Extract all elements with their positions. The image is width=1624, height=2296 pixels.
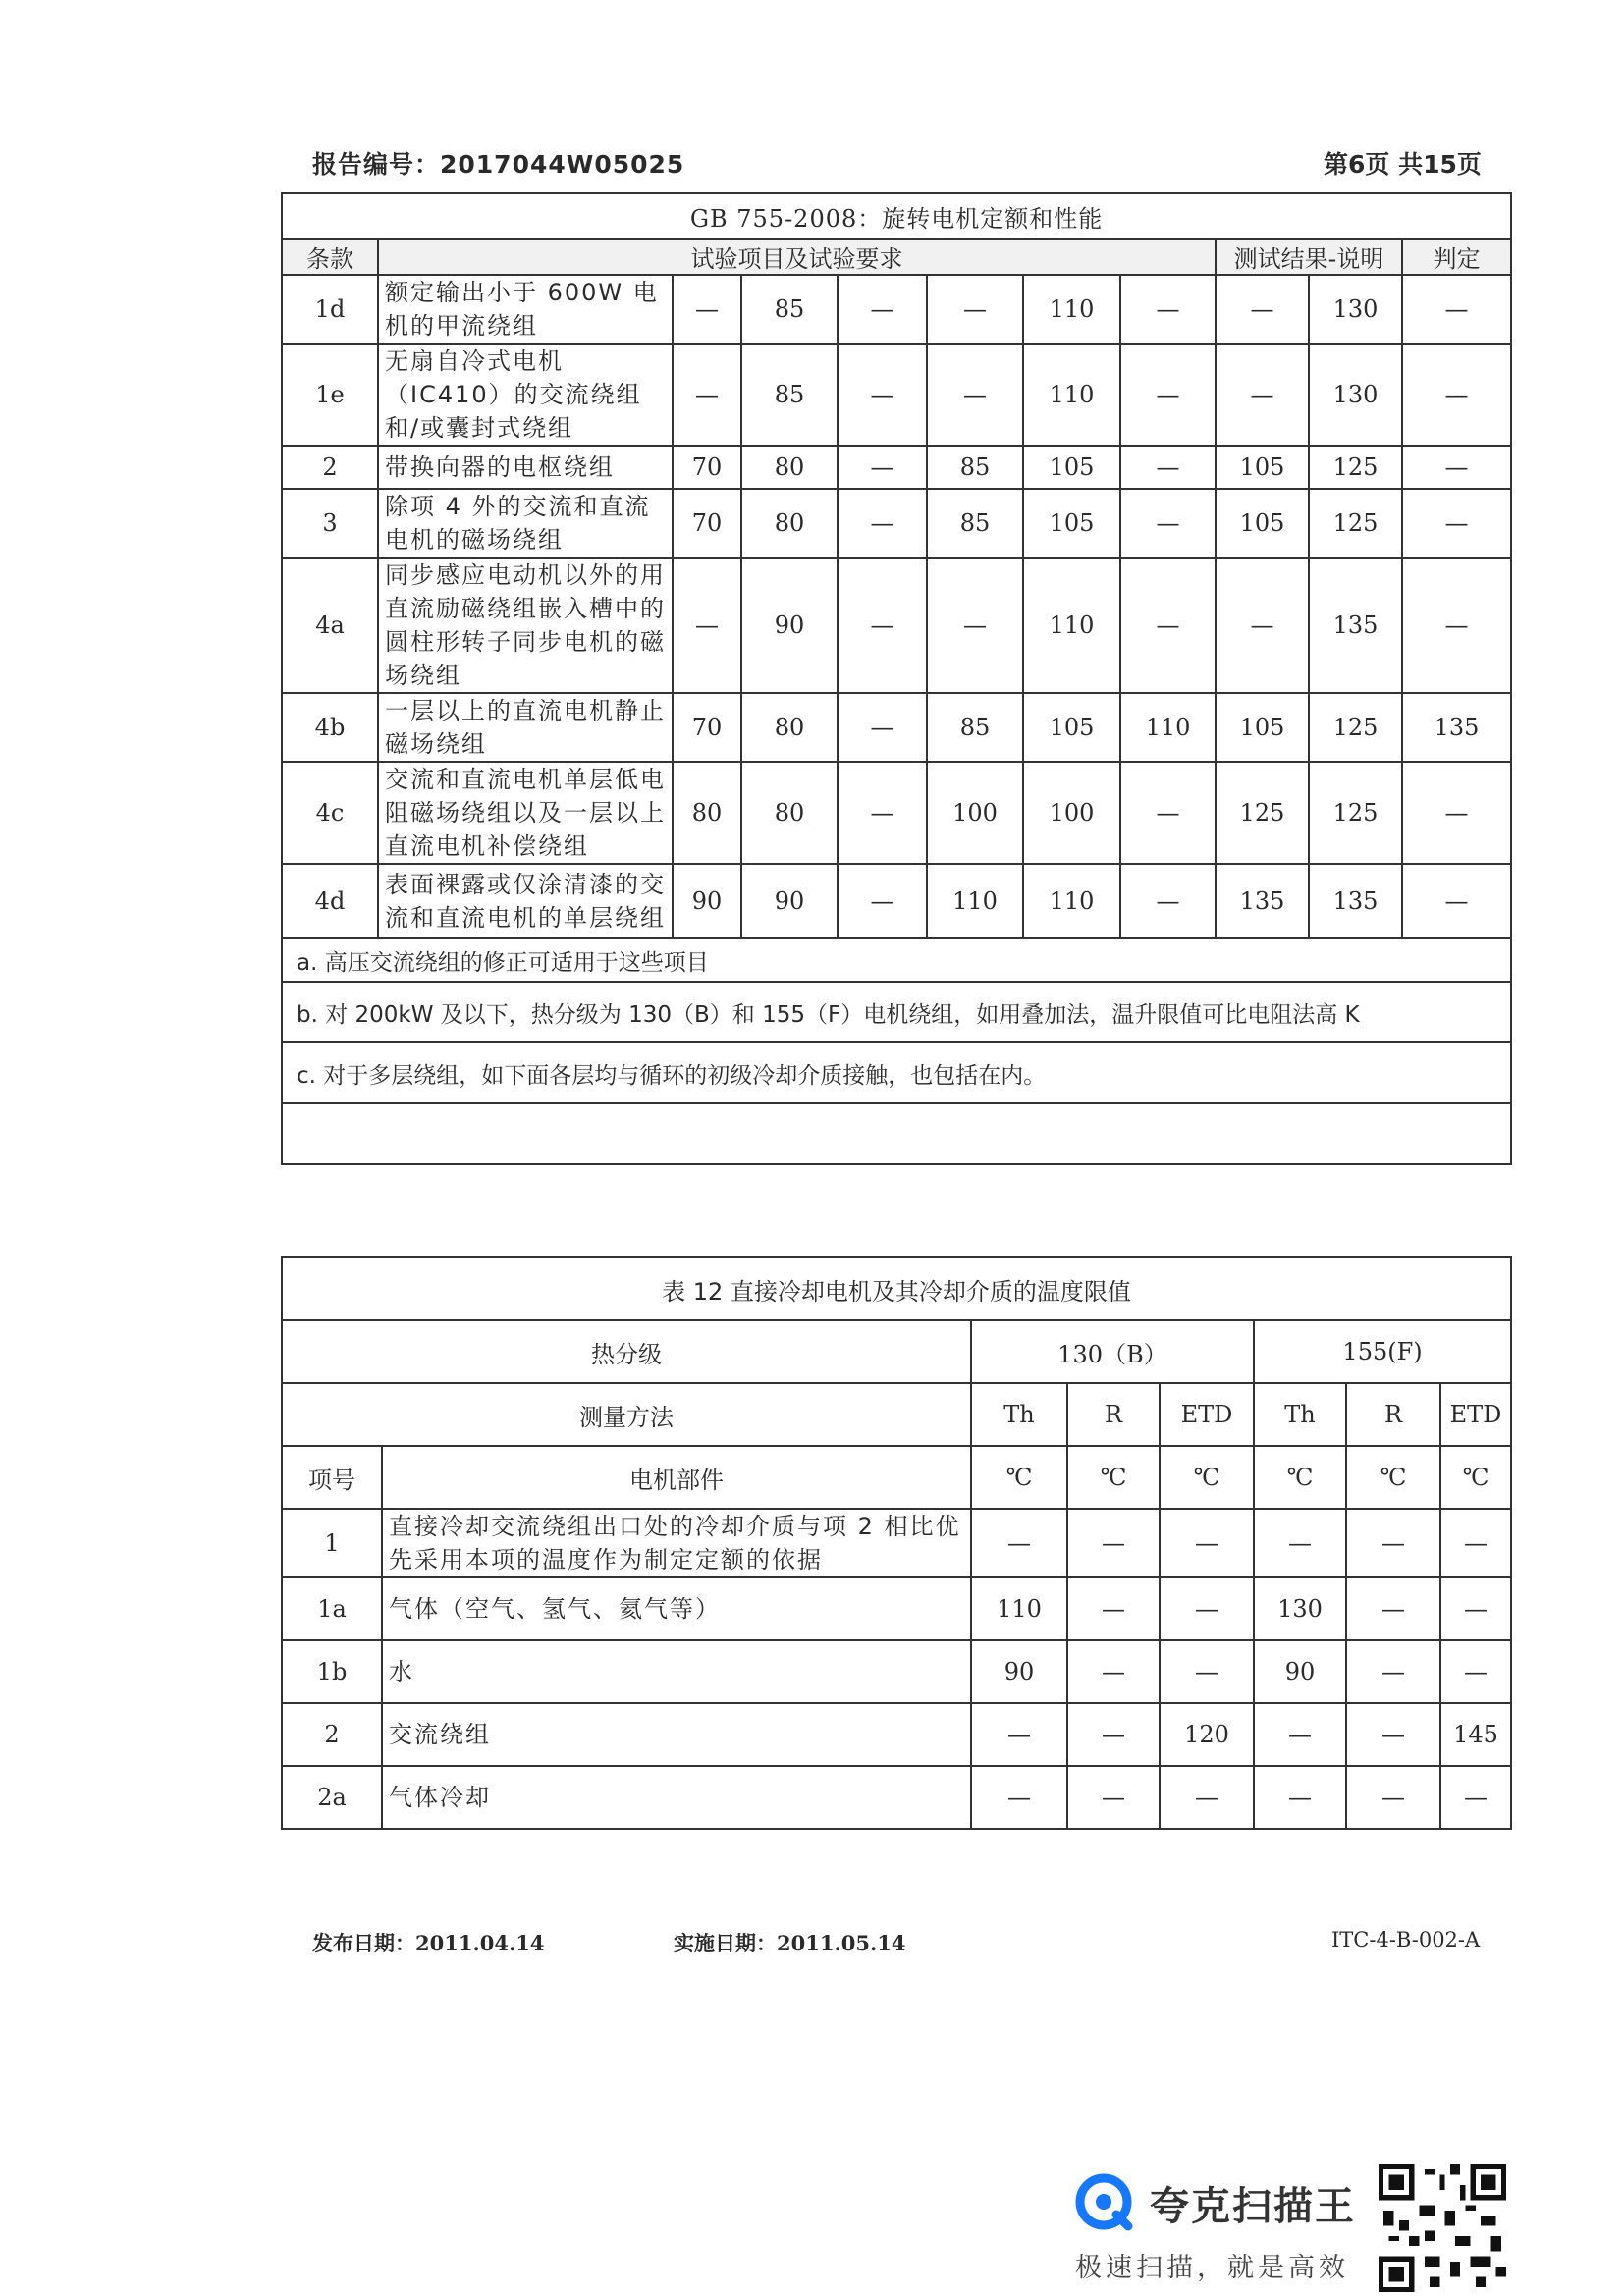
- col-judge: 判定: [1402, 239, 1511, 275]
- method-cell: R: [1346, 1383, 1440, 1446]
- value-cell: 130: [1254, 1577, 1346, 1640]
- item-description: 带换向器的电枢绕组: [378, 446, 673, 489]
- value-cell: —: [1067, 1703, 1160, 1766]
- part-label: 电机部件: [382, 1446, 971, 1509]
- value-cell: —: [673, 558, 741, 693]
- value-cell: 125: [1309, 446, 1402, 489]
- value-cell: —: [838, 762, 927, 864]
- value-cell: —: [1402, 558, 1511, 693]
- value-cell: 130: [1309, 275, 1402, 344]
- value-cell: —: [971, 1509, 1067, 1577]
- value-cell: 145: [1440, 1703, 1511, 1766]
- col-result: 测试结果-说明: [1216, 239, 1402, 275]
- value-cell: 110: [1023, 344, 1120, 446]
- item-description: 一层以上的直流电机静止磁场绕组: [378, 693, 673, 762]
- value-cell: —: [1120, 864, 1216, 938]
- value-cell: 70: [673, 693, 741, 762]
- value-cell: —: [1346, 1509, 1440, 1577]
- value-cell: 90: [741, 864, 838, 938]
- value-cell: —: [673, 344, 741, 446]
- value-cell: 85: [927, 446, 1023, 489]
- value-cell: —: [1402, 489, 1511, 558]
- item-description: 额定输出小于 600W 电机的甲流绕组: [378, 275, 673, 344]
- part-description: 交流绕组: [382, 1703, 971, 1766]
- value-cell: 80: [741, 762, 838, 864]
- value-cell: 135: [1309, 864, 1402, 938]
- part-description: 直接冷却交流绕组出口处的冷却介质与项 2 相比优先采用本项的温度作为制定定额的依据: [382, 1509, 971, 1577]
- clause-id: 4c: [282, 762, 378, 864]
- item-id: 1b: [282, 1640, 382, 1703]
- value-cell: —: [1216, 275, 1309, 344]
- item-description: 交流和直流电机单层低电阻磁场绕组以及一层以上直流电机补偿绕组: [378, 762, 673, 864]
- issue-date: 发布日期：2011.04.14: [312, 1931, 545, 1955]
- method-label: 测量方法: [282, 1383, 971, 1446]
- value-cell: —: [1254, 1703, 1346, 1766]
- value-cell: —: [1440, 1509, 1511, 1577]
- method-cell: Th: [971, 1383, 1067, 1446]
- value-cell: —: [1440, 1640, 1511, 1703]
- col-clause: 条款: [282, 239, 378, 275]
- value-cell: 80: [741, 693, 838, 762]
- table-row: [282, 558, 1511, 693]
- value-cell: —: [1346, 1577, 1440, 1640]
- value-cell: —: [838, 344, 927, 446]
- value-cell: 80: [741, 446, 838, 489]
- value-cell: —: [1346, 1703, 1440, 1766]
- value-cell: —: [1440, 1766, 1511, 1829]
- value-cell: —: [1067, 1509, 1160, 1577]
- value-cell: 90: [741, 558, 838, 693]
- value-cell: —: [1160, 1640, 1254, 1703]
- value-cell: —: [673, 275, 741, 344]
- item-description: 无扇自冷式电机（IC410）的交流绕组和/或囊封式绕组: [378, 344, 673, 446]
- value-cell: —: [1402, 275, 1511, 344]
- part-description: 气体冷却: [382, 1766, 971, 1829]
- quark-scan-logo-icon: [1073, 2171, 1134, 2232]
- unit-cell: ℃: [1067, 1446, 1160, 1509]
- clause-id: 3: [282, 489, 378, 558]
- class-130b: 130（B）: [971, 1320, 1254, 1383]
- value-cell: 110: [1120, 693, 1216, 762]
- value-cell: —: [1120, 275, 1216, 344]
- clause-id: 4d: [282, 864, 378, 938]
- value-cell: —: [927, 275, 1023, 344]
- value-cell: 105: [1023, 489, 1120, 558]
- value-cell: 90: [673, 864, 741, 938]
- value-cell: 80: [673, 762, 741, 864]
- value-cell: 135: [1309, 558, 1402, 693]
- value-cell: 110: [1023, 864, 1120, 938]
- value-cell: 125: [1309, 762, 1402, 864]
- table-row: [282, 1703, 1511, 1766]
- value-cell: 85: [741, 344, 838, 446]
- value-cell: 110: [1023, 558, 1120, 693]
- value-cell: —: [1402, 762, 1511, 864]
- value-cell: —: [1402, 344, 1511, 446]
- value-cell: 100: [1023, 762, 1120, 864]
- value-cell: 130: [1309, 344, 1402, 446]
- cooling-limits-table: [281, 1256, 1512, 1830]
- value-cell: —: [1254, 1509, 1346, 1577]
- method-cell: Th: [1254, 1383, 1346, 1446]
- item-id: 2a: [282, 1766, 382, 1829]
- table-row: [282, 275, 1511, 344]
- value-cell: —: [1067, 1640, 1160, 1703]
- table-row: [282, 1509, 1511, 1577]
- value-cell: 125: [1309, 693, 1402, 762]
- part-description: 水: [382, 1640, 971, 1703]
- value-cell: —: [971, 1703, 1067, 1766]
- value-cell: —: [1254, 1766, 1346, 1829]
- item-id: 2: [282, 1703, 382, 1766]
- report-number: 报告编号：2017044W05025: [312, 150, 685, 179]
- value-cell: 70: [673, 446, 741, 489]
- value-cell: 70: [673, 489, 741, 558]
- method-cell: ETD: [1160, 1383, 1254, 1446]
- note-a: a. 高压交流绕组的修正可适用于这些项目: [282, 938, 1511, 982]
- value-cell: —: [1120, 344, 1216, 446]
- value-cell: —: [1067, 1766, 1160, 1829]
- value-cell: 125: [1309, 489, 1402, 558]
- item-id: 1: [282, 1509, 382, 1577]
- value-cell: 100: [927, 762, 1023, 864]
- item-description: 同步感应电动机以外的用直流励磁绕组嵌入槽中的圆柱形转子同步电机的磁场绕组: [378, 558, 673, 693]
- rating-table: [281, 192, 1512, 1165]
- item-label: 项号: [282, 1446, 382, 1509]
- unit-cell: ℃: [1346, 1446, 1440, 1509]
- brand-name: 夸克扫描王: [1150, 2184, 1356, 2229]
- table-row: [282, 1766, 1511, 1829]
- value-cell: —: [1402, 864, 1511, 938]
- value-cell: —: [838, 446, 927, 489]
- value-cell: —: [1067, 1577, 1160, 1640]
- value-cell: 110: [1023, 275, 1120, 344]
- value-cell: —: [1346, 1766, 1440, 1829]
- class-155f: 155(F): [1254, 1320, 1511, 1383]
- value-cell: —: [1120, 762, 1216, 864]
- unit-cell: ℃: [1254, 1446, 1346, 1509]
- value-cell: 135: [1216, 864, 1309, 938]
- method-cell: ETD: [1440, 1383, 1511, 1446]
- value-cell: 105: [1216, 693, 1309, 762]
- value-cell: 120: [1160, 1703, 1254, 1766]
- item-id: 1a: [282, 1577, 382, 1640]
- value-cell: 90: [971, 1640, 1067, 1703]
- value-cell: —: [838, 693, 927, 762]
- table-row: [282, 762, 1511, 864]
- part-description: 气体（空气、氢气、氦气等）: [382, 1577, 971, 1640]
- value-cell: —: [927, 558, 1023, 693]
- value-cell: 110: [927, 864, 1023, 938]
- table-row: [282, 446, 1511, 489]
- page-indicator: 第6页 共15页: [1324, 150, 1482, 179]
- table-caption: 表 12 直接冷却电机及其冷却介质的温度限值: [282, 1257, 1511, 1320]
- thermal-class-label: 热分级: [282, 1320, 971, 1383]
- clause-id: 2: [282, 446, 378, 489]
- value-cell: —: [1160, 1766, 1254, 1829]
- value-cell: 125: [1216, 762, 1309, 864]
- effective-date: 实施日期：2011.05.14: [674, 1931, 906, 1955]
- unit-cell: ℃: [971, 1446, 1067, 1509]
- value-cell: 80: [741, 489, 838, 558]
- blank-row: [282, 1103, 1511, 1164]
- value-cell: —: [1120, 489, 1216, 558]
- value-cell: —: [838, 558, 927, 693]
- table-row: [282, 489, 1511, 558]
- standard-title: GB 755-2008：旋转电机定额和性能: [282, 193, 1511, 239]
- item-description: 表面裸露或仅涂清漆的交流和直流电机的单层绕组: [378, 864, 673, 938]
- value-cell: —: [838, 489, 927, 558]
- value-cell: 85: [927, 693, 1023, 762]
- value-cell: —: [838, 275, 927, 344]
- unit-cell: ℃: [1440, 1446, 1511, 1509]
- value-cell: —: [1440, 1577, 1511, 1640]
- table-row: [282, 1640, 1511, 1703]
- value-cell: —: [1346, 1640, 1440, 1703]
- value-cell: 85: [927, 489, 1023, 558]
- value-cell: —: [1160, 1509, 1254, 1577]
- table-row: [282, 1577, 1511, 1640]
- clause-id: 1d: [282, 275, 378, 344]
- note-b: b. 对 200kW 及以下，热分级为 130（B）和 155（F）电机绕组，如用叠加法，温升限值可比电阻法高 K: [282, 982, 1511, 1042]
- value-cell: —: [1160, 1577, 1254, 1640]
- value-cell: —: [971, 1766, 1067, 1829]
- value-cell: —: [1120, 446, 1216, 489]
- qr-code-icon: [1379, 2164, 1506, 2292]
- clause-id: 4a: [282, 558, 378, 693]
- value-cell: —: [1402, 446, 1511, 489]
- brand-slogan: 极速扫描，就是高效: [1075, 2253, 1349, 2283]
- value-cell: 105: [1216, 489, 1309, 558]
- value-cell: 85: [741, 275, 838, 344]
- value-cell: 105: [1216, 446, 1309, 489]
- note-c: c. 对于多层绕组，如下面各层均与循环的初级冷却介质接触，也包括在内。: [282, 1042, 1511, 1103]
- value-cell: —: [838, 864, 927, 938]
- value-cell: —: [1216, 558, 1309, 693]
- form-code: ITC-4-B-002-A: [1331, 1928, 1481, 1951]
- clause-id: 1e: [282, 344, 378, 446]
- table-row: [282, 864, 1511, 938]
- value-cell: —: [1120, 558, 1216, 693]
- value-cell: —: [1216, 344, 1309, 446]
- item-description: 除项 4 外的交流和直流电机的磁场绕组: [378, 489, 673, 558]
- col-test-item: 试验项目及试验要求: [378, 239, 1216, 275]
- value-cell: 110: [971, 1577, 1067, 1640]
- method-cell: R: [1067, 1383, 1160, 1446]
- value-cell: 105: [1023, 446, 1120, 489]
- table-row: [282, 693, 1511, 762]
- value-cell: 90: [1254, 1640, 1346, 1703]
- value-cell: 105: [1023, 693, 1120, 762]
- table-row: [282, 344, 1511, 446]
- unit-cell: ℃: [1160, 1446, 1254, 1509]
- clause-id: 4b: [282, 693, 378, 762]
- value-cell: 135: [1402, 693, 1511, 762]
- value-cell: —: [927, 344, 1023, 446]
